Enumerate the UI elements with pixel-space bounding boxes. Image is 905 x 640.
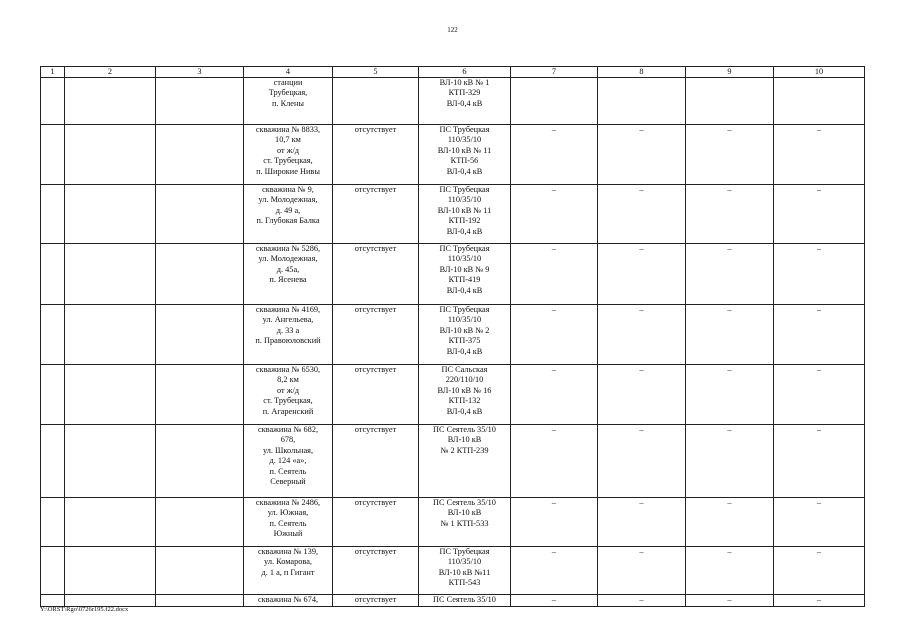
column-header: 7 <box>511 67 598 78</box>
cell-col8 <box>598 125 686 185</box>
cell-power-source <box>419 305 511 365</box>
cell-col3 <box>156 425 244 498</box>
cell-line: КТП-419 <box>448 275 481 285</box>
cell-col3 <box>156 547 244 595</box>
cell-line: скважина № 674, <box>257 595 319 604</box>
cell-power-source <box>419 425 511 498</box>
cell-line: ПС Трубецкая <box>439 547 490 556</box>
cell-power-source <box>419 125 511 185</box>
cell-line: – <box>639 125 644 134</box>
cell-col1 <box>41 425 65 498</box>
cell-line: – <box>639 244 644 253</box>
cell-line: от ж/д <box>277 385 299 395</box>
cell-line: – <box>639 185 644 194</box>
cell-line: отсутствует <box>354 547 397 556</box>
cell-line: отсутствует <box>354 595 397 604</box>
cell-line: отсутствует <box>354 498 397 507</box>
cell-line: ул. Школьная, <box>262 445 314 455</box>
cell-line: № 1 КТП-533 <box>440 518 489 528</box>
cell-line: ВЛ-0,4 кВ <box>446 346 483 356</box>
cell-line: 110/35/10 <box>447 254 482 264</box>
cell-line: – <box>727 185 732 194</box>
cell-line: – <box>551 547 557 556</box>
cell-col10 <box>774 547 865 595</box>
cell-line: 110/35/10 <box>447 315 482 325</box>
cell-power-source <box>419 185 511 244</box>
cell-col8 <box>598 547 686 595</box>
cell-line: п. Правоюловский <box>255 336 321 346</box>
cell-line: станции <box>273 78 303 87</box>
cell-location <box>244 547 333 595</box>
cell-line: – <box>727 365 732 374</box>
cell-power-source <box>419 244 511 305</box>
cell-power-source <box>419 547 511 595</box>
cell-col9 <box>686 125 774 185</box>
cell-col9 <box>686 365 774 425</box>
cell-col1 <box>41 78 65 125</box>
cell-line: 8,2 км <box>277 375 299 385</box>
cell-line: ВЛ-0,4 кВ <box>446 406 483 416</box>
cell-line: – <box>551 498 557 507</box>
cell-line: д. 124 «а», <box>269 456 307 466</box>
cell-power-source <box>419 595 511 607</box>
cell-line: ВЛ-10 кВ №11 <box>438 567 491 577</box>
cell-col3 <box>156 78 244 125</box>
cell-col1 <box>41 547 65 595</box>
cell-col7 <box>511 305 598 365</box>
document-file-path: Y:\ORST\Rgo\0726r195.f22.docx <box>40 606 129 613</box>
cell-line: 110/35/10 <box>447 195 482 205</box>
cell-line: Южный <box>273 529 303 539</box>
cell-line: д. 45а, <box>276 264 300 274</box>
cell-col9 <box>686 498 774 547</box>
cell-line: п. Сеятель <box>269 466 307 476</box>
cell-col3 <box>156 595 244 607</box>
cell-line: – <box>816 498 822 507</box>
cell-line: 110/35/10 <box>447 557 482 567</box>
cell-line: ул. Комарова, <box>264 557 312 567</box>
cell-line: – <box>816 425 822 434</box>
table-row <box>41 244 865 305</box>
cell-col8 <box>598 185 686 244</box>
cell-col2 <box>65 595 156 607</box>
cell-col7 <box>511 595 598 607</box>
cell-col10 <box>774 78 865 125</box>
cell-line: д. 33 а <box>276 325 300 335</box>
table-row <box>41 185 865 244</box>
cell-col2 <box>65 425 156 498</box>
cell-line: ул. Молодежная, <box>258 195 318 205</box>
cell-line: – <box>551 244 557 253</box>
cell-col2 <box>65 305 156 365</box>
cell-line: д. 49 а, <box>275 205 301 215</box>
cell-col10 <box>774 244 865 305</box>
column-header: 9 <box>686 67 774 78</box>
cell-status <box>333 244 419 305</box>
cell-col1 <box>41 244 65 305</box>
cell-col8 <box>598 78 686 125</box>
cell-line: от ж/д <box>277 145 299 155</box>
column-header: 2 <box>65 67 156 78</box>
column-header: 5 <box>333 67 419 78</box>
cell-line: – <box>816 244 822 253</box>
cell-line: 220/110/10 <box>445 375 484 385</box>
page-number: 122 <box>447 26 458 34</box>
cell-col3 <box>156 125 244 185</box>
cell-col2 <box>65 244 156 305</box>
cell-status <box>333 365 419 425</box>
cell-col2 <box>65 78 156 125</box>
table-row <box>41 547 865 595</box>
table-row <box>41 305 865 365</box>
cell-line: ПС Трубецкая <box>439 244 490 253</box>
cell-line: – <box>816 547 822 556</box>
cell-location <box>244 78 333 125</box>
cell-col7 <box>511 365 598 425</box>
column-header: 8 <box>598 67 686 78</box>
cell-line: – <box>639 425 644 434</box>
cell-line: – <box>727 547 732 556</box>
cell-col3 <box>156 244 244 305</box>
cell-line: ВЛ-0,4 кВ <box>446 226 483 236</box>
cell-col7 <box>511 498 598 547</box>
cell-col3 <box>156 185 244 244</box>
cell-line: – <box>639 498 644 507</box>
cell-line: – <box>727 125 732 134</box>
cell-line: № 2 КТП-239 <box>440 445 489 455</box>
cell-line: – <box>816 185 822 194</box>
cell-line: ВЛ-0,4 кВ <box>446 98 483 108</box>
cell-line: ст. Трубецкая, <box>263 396 313 406</box>
cell-line: отсутствует <box>354 125 397 134</box>
cell-col8 <box>598 498 686 547</box>
table-row <box>41 78 865 125</box>
cell-line: – <box>727 498 732 507</box>
cell-line: КТП-375 <box>448 336 481 346</box>
column-header: 1 <box>41 67 65 78</box>
cell-line: ул. Ангельева, <box>262 315 314 325</box>
column-number-row <box>41 67 865 78</box>
cell-line: скважина № 4169, <box>255 305 321 314</box>
cell-line: ПС Сеятель 35/10 <box>433 498 496 507</box>
cell-col2 <box>65 125 156 185</box>
table-body <box>41 78 865 607</box>
cell-line: – <box>727 425 732 434</box>
table-row <box>41 595 865 607</box>
cell-line: отсутствует <box>354 425 397 434</box>
cell-location <box>244 425 333 498</box>
cell-col10 <box>774 498 865 547</box>
cell-location <box>244 498 333 547</box>
cell-line: п. Глубокая Балка <box>256 216 320 226</box>
cell-line: – <box>551 305 557 314</box>
cell-line: 10,7 км <box>275 135 301 145</box>
cell-col9 <box>686 595 774 607</box>
cell-line: – <box>816 365 822 374</box>
cell-line: ВЛ-10 кВ № 16 <box>437 385 492 395</box>
cell-line: ПС Сальская <box>441 365 488 374</box>
cell-col1 <box>41 595 65 607</box>
cell-col9 <box>686 78 774 125</box>
cell-location <box>244 305 333 365</box>
cell-line: ВЛ-0,4 кВ <box>446 166 483 176</box>
cell-line: отсутствует <box>354 305 397 314</box>
cell-line: – <box>551 185 557 194</box>
cell-line: ВЛ-10 кВ № 2 <box>439 325 490 335</box>
cell-line: 678, <box>280 435 296 445</box>
cell-col3 <box>156 498 244 547</box>
cell-col10 <box>774 595 865 607</box>
cell-status <box>333 425 419 498</box>
cell-line: ВЛ-0,4 кВ <box>446 285 483 295</box>
cell-col10 <box>774 185 865 244</box>
cell-location <box>244 185 333 244</box>
cell-line: – <box>727 595 732 604</box>
cell-line: – <box>551 425 557 434</box>
cell-line: скважина № 2486, <box>255 498 321 507</box>
cell-col2 <box>65 498 156 547</box>
cell-line: ПС Сеятель 35/10 <box>433 425 496 434</box>
cell-line: – <box>639 595 644 604</box>
cell-line: КТП-543 <box>448 578 481 588</box>
cell-status <box>333 547 419 595</box>
cell-line: ВЛ-10 кВ № 11 <box>437 205 492 215</box>
cell-col8 <box>598 425 686 498</box>
cell-line: ВЛ-10 кВ № 1 <box>439 78 490 87</box>
table-row <box>41 365 865 425</box>
cell-line: скважина № 139, <box>257 547 319 556</box>
table-row <box>41 125 865 185</box>
cell-status <box>333 498 419 547</box>
cell-power-source <box>419 365 511 425</box>
column-header: 10 <box>774 67 865 78</box>
cell-location <box>244 244 333 305</box>
cell-line: ВЛ-10 кВ № 9 <box>439 264 490 274</box>
cell-col8 <box>598 365 686 425</box>
cell-col7 <box>511 78 598 125</box>
cell-col8 <box>598 305 686 365</box>
cell-line: скважина № 6530, <box>255 365 321 374</box>
cell-line: ВЛ-10 кВ <box>447 435 482 445</box>
cell-line: – <box>727 305 732 314</box>
cell-power-source <box>419 498 511 547</box>
cell-line: – <box>816 595 822 604</box>
table-row <box>41 498 865 547</box>
cell-line: скважина № 5286, <box>255 244 321 253</box>
cell-col8 <box>598 595 686 607</box>
cell-line: – <box>816 125 822 134</box>
cell-location <box>244 365 333 425</box>
cell-col2 <box>65 365 156 425</box>
cell-col1 <box>41 498 65 547</box>
cell-line: д. 1 а, п Гигант <box>261 567 315 577</box>
cell-line: ПС Сеятель 35/10 <box>433 595 496 604</box>
cell-col2 <box>65 185 156 244</box>
cell-line: КТП-329 <box>448 88 481 98</box>
cell-line: п. Клены <box>272 98 304 108</box>
cell-line: – <box>639 365 644 374</box>
cell-line: ВЛ-10 кВ № 11 <box>437 145 492 155</box>
cell-line: скважина № 9, <box>262 185 314 194</box>
cell-col9 <box>686 185 774 244</box>
data-table <box>40 66 865 607</box>
cell-line: скважина № 8833, <box>255 125 321 134</box>
cell-col10 <box>774 365 865 425</box>
cell-status <box>333 185 419 244</box>
cell-col9 <box>686 547 774 595</box>
cell-line: ПС Трубецкая <box>439 125 490 134</box>
cell-col1 <box>41 185 65 244</box>
cell-status <box>333 78 419 125</box>
table-row <box>41 425 865 498</box>
cell-line: отсутствует <box>354 365 397 374</box>
cell-line: п. Агаренский <box>262 406 314 416</box>
column-header: 4 <box>244 67 333 78</box>
cell-line: ВЛ-10 кВ <box>447 508 482 518</box>
cell-status <box>333 595 419 607</box>
cell-line: – <box>727 244 732 253</box>
cell-col2 <box>65 547 156 595</box>
cell-line: – <box>639 305 644 314</box>
cell-line: КТП-56 <box>450 156 479 166</box>
cell-line: 110/35/10 <box>447 135 482 145</box>
cell-col3 <box>156 365 244 425</box>
cell-col9 <box>686 425 774 498</box>
cell-line: Северный <box>270 477 306 487</box>
cell-line: – <box>816 305 822 314</box>
cell-line: ПС Трубецкая <box>439 185 490 194</box>
cell-line: п. Широкие Нивы <box>256 166 320 176</box>
cell-line: – <box>551 365 557 374</box>
cell-col10 <box>774 125 865 185</box>
cell-line: п. Сеятель <box>269 518 307 528</box>
cell-col10 <box>774 425 865 498</box>
cell-col7 <box>511 185 598 244</box>
cell-line: КТП-132 <box>448 396 481 406</box>
cell-col7 <box>511 547 598 595</box>
cell-location <box>244 125 333 185</box>
cell-col1 <box>41 125 65 185</box>
cell-power-source <box>419 78 511 125</box>
cell-line: ул. Молодежная, <box>258 254 318 264</box>
cell-line: – <box>551 595 557 604</box>
cell-line: ПС Трубецкая <box>439 305 490 314</box>
cell-location <box>244 595 333 607</box>
cell-line: скважина № 682, <box>257 425 319 434</box>
cell-col7 <box>511 125 598 185</box>
cell-line: отсутствует <box>354 244 397 253</box>
cell-status <box>333 305 419 365</box>
cell-line: ул. Южная, <box>267 508 309 518</box>
cell-col7 <box>511 244 598 305</box>
cell-line: отсутствует <box>354 185 397 194</box>
cell-col1 <box>41 365 65 425</box>
cell-line: КТП-192 <box>448 216 481 226</box>
cell-line: – <box>639 547 644 556</box>
cell-col10 <box>774 305 865 365</box>
cell-col3 <box>156 305 244 365</box>
cell-status <box>333 125 419 185</box>
cell-line: Трубецкая, <box>268 88 308 98</box>
cell-line: ст. Трубецкая, <box>263 156 313 166</box>
cell-col1 <box>41 305 65 365</box>
column-header: 3 <box>156 67 244 78</box>
cell-col8 <box>598 244 686 305</box>
column-header: 6 <box>419 67 511 78</box>
cell-col9 <box>686 244 774 305</box>
cell-line: п. Ясенева <box>269 275 307 285</box>
cell-line: – <box>551 125 557 134</box>
cell-col9 <box>686 305 774 365</box>
cell-col7 <box>511 425 598 498</box>
